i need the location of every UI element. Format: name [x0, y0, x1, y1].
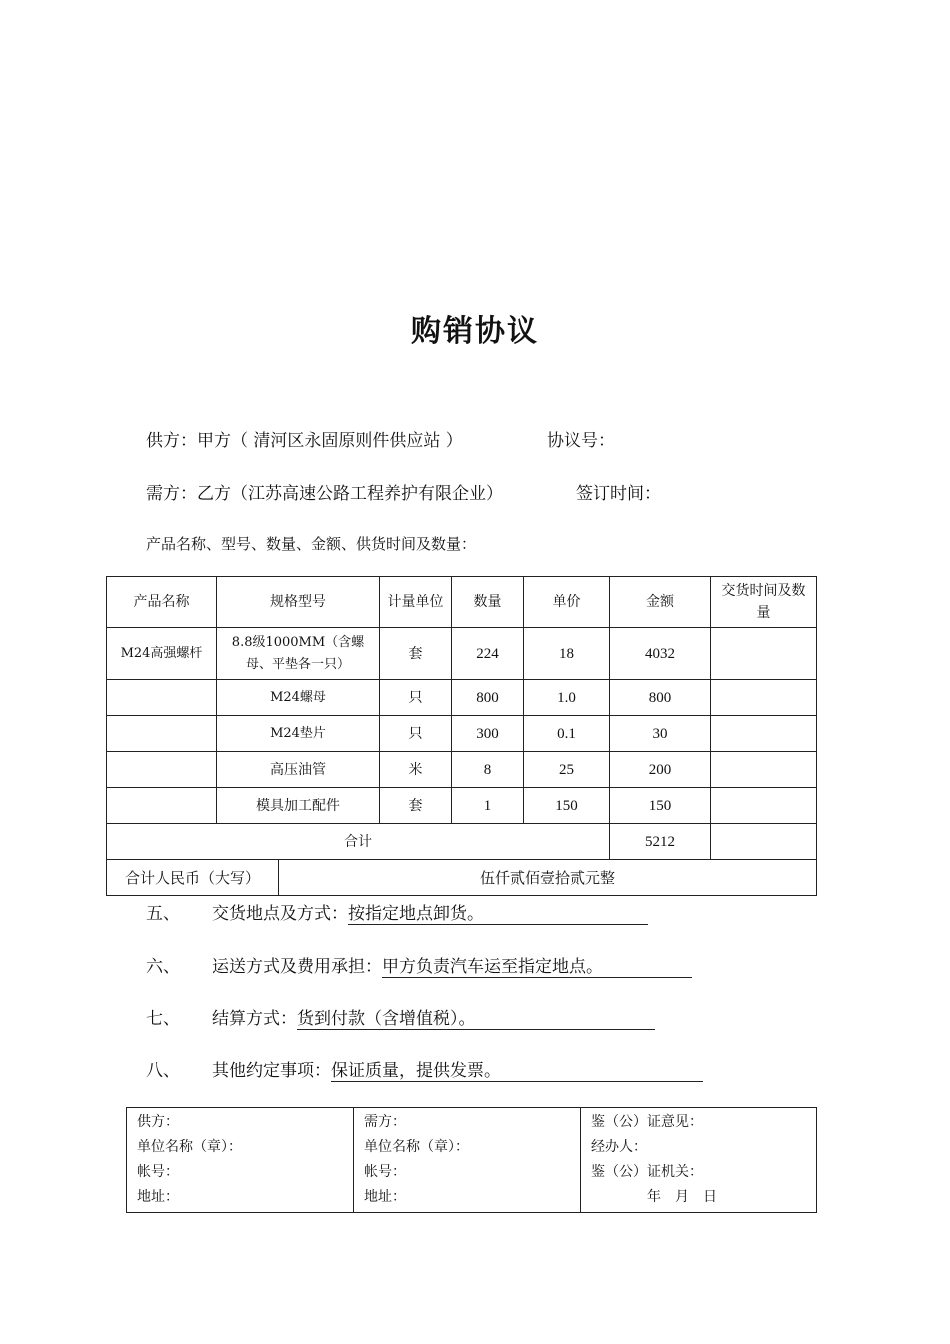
cell-delivery [711, 716, 817, 752]
buyer-signature-block [354, 1108, 581, 1213]
cell-quantity: 8 [452, 752, 524, 788]
header-unit: 计量单位 [380, 577, 452, 628]
term-value: 保证质量，提供发票。 [331, 1056, 703, 1082]
total-delivery-cell [711, 824, 817, 860]
cell-product-name [107, 680, 217, 716]
cell-quantity: 800 [452, 680, 524, 716]
product-intro: 产品名称、型号、数量、金额、供货时间及数量： [146, 535, 477, 553]
cell-spec: M24螺母 [217, 680, 380, 716]
notary-date: 年 月 日 [647, 1189, 717, 1205]
term-value: 货到付款（含增值税）。 [297, 1004, 655, 1030]
cell-unit-price: 1.0 [524, 680, 610, 716]
term-index: 六、 [146, 957, 180, 977]
term-index: 七、 [146, 1009, 180, 1029]
cell-unit: 套 [380, 628, 452, 680]
cell-spec: 8.8级1000MM（含螺母、平垫各一只） [217, 628, 380, 680]
term-settlement [146, 1004, 706, 1028]
term-index: 八、 [146, 1061, 180, 1081]
cell-delivery [711, 752, 817, 788]
rmb-row [107, 860, 817, 896]
cell-delivery [711, 788, 817, 824]
table-row [107, 788, 817, 824]
cell-unit: 只 [380, 716, 452, 752]
signature-table [126, 1107, 817, 1213]
cell-unit-price: 25 [524, 752, 610, 788]
buyer-line: 需方：乙方（江苏高速公路工程养护有限企业） [146, 484, 503, 504]
cell-unit: 只 [380, 680, 452, 716]
product-table [106, 576, 817, 860]
buyer-title: 需方： [364, 1114, 406, 1130]
cell-quantity: 224 [452, 628, 524, 680]
cell-spec: 模具加工配件 [217, 788, 380, 824]
supplier-address: 地址： [137, 1189, 179, 1205]
table-row [107, 752, 817, 788]
cell-unit-price: 0.1 [524, 716, 610, 752]
term-label: 交货地点及方式： [212, 904, 348, 924]
header-unit-price: 单价 [524, 577, 610, 628]
cell-amount: 200 [610, 752, 711, 788]
header-product-name: 产品名称 [107, 577, 217, 628]
cell-unit: 米 [380, 752, 452, 788]
cell-amount: 150 [610, 788, 711, 824]
notary-block [581, 1108, 817, 1213]
supplier-signature-block [127, 1108, 354, 1213]
table-header-row [107, 577, 817, 628]
term-delivery-location [146, 899, 706, 923]
total-row [107, 824, 817, 860]
sign-date-label: 签订时间： [576, 484, 661, 504]
total-amount: 5212 [610, 824, 711, 860]
term-label: 运送方式及费用承担： [212, 957, 382, 977]
buyer-address: 地址： [364, 1189, 406, 1205]
table-row [107, 628, 817, 680]
cell-product-name [107, 752, 217, 788]
notary-opinion: 鉴（公）证意见： [591, 1114, 703, 1130]
cell-spec: 高压油管 [217, 752, 380, 788]
rmb-label: 合计人民币（大写） [107, 860, 279, 896]
cell-delivery [711, 628, 817, 680]
cell-amount: 800 [610, 680, 711, 716]
header-spec: 规格型号 [217, 577, 380, 628]
cell-quantity: 1 [452, 788, 524, 824]
rmb-value: 伍仟贰佰壹拾贰元整 [279, 860, 817, 896]
cell-amount: 4032 [610, 628, 711, 680]
term-value: 甲方负责汽车运至指定地点。 [382, 952, 692, 978]
header-delivery: 交货时间及数量 [711, 577, 817, 628]
cell-unit: 套 [380, 788, 452, 824]
cell-amount: 30 [610, 716, 711, 752]
header-quantity: 数量 [452, 577, 524, 628]
supplier-title: 供方： [137, 1114, 179, 1130]
notary-authority: 鉴（公）证机关： [591, 1164, 703, 1180]
cell-product-name [107, 788, 217, 824]
cell-quantity: 300 [452, 716, 524, 752]
cell-delivery [711, 680, 817, 716]
term-other [146, 1056, 746, 1080]
term-value: 按指定地点卸货。 [348, 899, 648, 925]
buyer-unit-name: 单位名称（章）： [364, 1139, 469, 1155]
term-transport [146, 952, 746, 976]
term-index: 五、 [146, 904, 180, 924]
cell-unit-price: 150 [524, 788, 610, 824]
table-row [107, 680, 817, 716]
cell-product-name [107, 716, 217, 752]
supplier-account: 帐号： [137, 1164, 179, 1180]
term-label: 结算方式： [212, 1009, 297, 1029]
cell-spec: M24垫片 [217, 716, 380, 752]
table-row [107, 716, 817, 752]
term-label: 其他约定事项： [212, 1061, 331, 1081]
total-label: 合计 [107, 824, 610, 860]
buyer-account: 帐号： [364, 1164, 406, 1180]
supplier-unit-name: 单位名称（章）： [137, 1139, 242, 1155]
agreement-number-label: 协议号： [547, 431, 615, 451]
cell-product-name: M24高强螺杆 [107, 628, 217, 680]
notary-handler: 经办人： [591, 1139, 647, 1155]
document-title: 购销协议 [411, 314, 539, 349]
cell-unit-price: 18 [524, 628, 610, 680]
header-amount: 金额 [610, 577, 711, 628]
supplier-line: 供方：甲方（ 清河区永固原则件供应站 ） [146, 431, 463, 451]
rmb-table [106, 859, 817, 896]
